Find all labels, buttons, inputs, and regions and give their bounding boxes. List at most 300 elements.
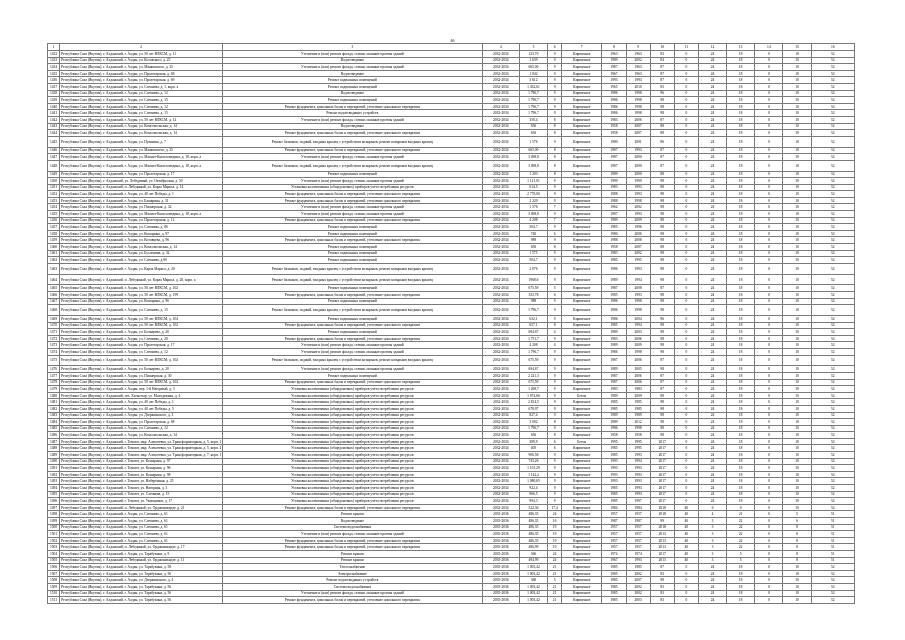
table-row [48, 322, 855, 329]
value-cell: 9 [548, 83, 562, 90]
value-cell: 52 [811, 123, 854, 130]
value-cell: 1 003,42 [519, 570, 547, 577]
row-number-cell: 1467 [48, 298, 60, 305]
value-cell: 1 003,42 [519, 590, 547, 597]
value-cell: 24 [698, 405, 726, 412]
value-cell: 2032-2034 [482, 322, 519, 329]
row-number-cell: 1457 [48, 224, 60, 231]
value-cell: 2018 [650, 504, 674, 511]
address-cell: Республика Саха (Якутия), г. Алданский, г. Алдан, ул. 50 лет ВЛКСМ, д. 11 [60, 51, 223, 58]
value-cell: 1998 [626, 305, 650, 316]
value-cell: 87 [650, 355, 674, 366]
work-type-cell: Установка коллективных (общедомовых) приборов учета потребления ресурсов [223, 432, 483, 439]
work-type-cell: Ремонт фундамента, цокольных балок и перекрытий, утепление цокольного перекрытия [223, 191, 483, 198]
value-cell: 87 [650, 285, 674, 292]
value-cell: 6 [548, 292, 562, 299]
value-cell: 22 [727, 537, 755, 544]
value-cell: 2032-2034 [482, 257, 519, 264]
address-cell: Республика Саха (Якутия), г. Алданский, г. Алдан, ул. Слепнева, д. 61 [60, 537, 223, 544]
value-cell: 18 [727, 237, 755, 244]
value-cell: Кирпичное [562, 504, 602, 511]
address-cell: Республика Саха (Якутия), г. Алданский, г. Алдан, ул. 40 лет Победы, д. 5 [60, 405, 223, 412]
address-cell: Республика Саха (Якутия), г. Алданский, г. Томмот, мкр. Алексеевка, ул. Трансформаторная, д. 5, корп. 1 [61, 439, 222, 444]
value-cell: 1967 [602, 70, 626, 77]
value-cell: 0 [755, 419, 783, 426]
value-cell: 18 [727, 577, 755, 584]
value-cell: 10 [783, 244, 811, 251]
value-cell: 52 [811, 458, 854, 465]
value-cell: 1986 [602, 263, 626, 274]
address-cell: Республика Саха (Якутия), г. Алданский, г. Алдан, ул. 50 лет ВЛКСМ, д. 199 [60, 292, 223, 299]
row-number-cell: 1468 [48, 305, 60, 316]
value-cell: 0 [755, 405, 783, 412]
value-cell: 88 [650, 184, 674, 191]
value-cell: 2032-2034 [482, 274, 519, 285]
value-cell: 52 [811, 130, 854, 137]
value-cell: 2035-2036 [482, 537, 519, 544]
value-cell: 98 [650, 217, 674, 224]
value-cell: Кирпичное [562, 537, 602, 544]
address-cell: Республика Саха (Якутия), г. Алданский, г. Алдан, ул. Пролетарская, д. 17 [60, 342, 223, 349]
value-cell: Кирпичное [562, 399, 602, 406]
value-cell: Кирпичное [562, 110, 602, 117]
value-cell: 87 [650, 64, 674, 71]
value-cell: 0 [674, 292, 698, 299]
value-cell: 0 [674, 298, 698, 305]
row-number-cell: 1461 [48, 250, 60, 257]
address-cell: Республика Саха (Якутия), г. Алданский, г. Алдан, ул. Дзержинского, д. 4 [60, 577, 223, 584]
value-cell: 0 [674, 425, 698, 432]
value-cell: 3 498,8 [519, 154, 547, 161]
value-cell: 98 [650, 103, 674, 110]
value-cell: 18 [727, 184, 755, 191]
work-type-cell: Утепление и (или) ремонт фасада, ставни, оконные проемы зданий [223, 64, 483, 71]
value-cell: 2012 [626, 419, 650, 426]
address-cell: Республика Саха (Якутия), г. Алданский, г. Алдан, ул. Комсомольская, д. 14 [60, 130, 223, 137]
value-cell: 0 [755, 478, 783, 485]
row-number-cell: 1460 [48, 244, 60, 251]
value-cell: 6 [548, 445, 562, 452]
value-cell: 2032-2034 [482, 154, 519, 161]
value-cell: 1986 [602, 305, 626, 316]
value-cell: 51 [811, 518, 854, 525]
value-cell: 2032-2034 [482, 405, 519, 412]
value-cell: 98 [650, 399, 674, 406]
table-row [48, 110, 855, 117]
table-row [48, 577, 855, 584]
value-cell: 2017 [650, 465, 674, 472]
value-cell: 0 [674, 471, 698, 478]
row-number-cell: 1464 [48, 274, 60, 285]
work-type-cell: Установка коллективных (общедомовых) приборов учета потребления ресурсов [223, 425, 483, 432]
value-cell: 2032-2034 [482, 432, 519, 439]
value-cell: 0 [755, 244, 783, 251]
value-cell: 98 [650, 412, 674, 419]
address-cell: Республика Саха (Якутия), г. Алданский, г. Алдан, ул. Тарабукина, д. 56 [60, 590, 223, 597]
value-cell: 24 [548, 511, 562, 518]
value-cell: 989 [519, 298, 547, 305]
address-cell: Республика Саха (Якутия), г. Алданский, г. Алдан, ул. Слепнева, д. 12 [60, 425, 223, 432]
value-cell: 10 [783, 405, 811, 412]
table-row [48, 550, 855, 557]
value-cell: 83 [650, 590, 674, 597]
value-cell: 24 [698, 51, 726, 58]
value-cell: 18 [727, 130, 755, 137]
value-cell: 1985 [602, 564, 626, 571]
value-cell: 0 [674, 329, 698, 336]
value-cell: 9 [548, 425, 562, 432]
table-row [48, 412, 855, 419]
work-type-cell: Ремонт фундамента, цокольных балок и перекрытий, утепление цокольного перекрытия [223, 335, 483, 342]
value-cell: 88 [650, 244, 674, 251]
value-cell: 24 [698, 478, 726, 485]
value-cell: 1957 [626, 531, 650, 538]
value-cell: 9 [548, 412, 562, 419]
value-cell: 1957 [602, 544, 626, 551]
value-cell: 1957 [602, 531, 626, 538]
value-cell: 24 [698, 583, 726, 590]
value-cell: 1987 [626, 518, 650, 525]
value-cell: 1995 [626, 438, 650, 445]
value-cell: 9 [548, 110, 562, 117]
value-cell: 2002 [626, 570, 650, 577]
value-cell: 9 [548, 366, 562, 373]
value-cell: 2013 [650, 544, 674, 551]
value-cell: Кирпичное [562, 570, 602, 577]
value-cell: 18 [727, 570, 755, 577]
value-cell: 2032-2034 [482, 504, 519, 511]
value-cell: 2017 [650, 491, 674, 498]
value-cell: Кирпичное [562, 77, 602, 84]
value-cell: 8 [783, 537, 811, 544]
value-cell: 2032-2034 [482, 77, 519, 84]
value-cell: 52 [811, 230, 854, 237]
value-cell: Кирпичное [562, 597, 602, 604]
value-cell: 1986 [602, 298, 626, 305]
work-type-cell: Ремонт фундамента, цокольных балок и перекрытий, утепление цокольного перекрытия [223, 103, 483, 110]
value-cell: 2032-2034 [482, 342, 519, 349]
value-cell: 1993 [626, 147, 650, 154]
value-cell: 18 [727, 392, 755, 399]
value-cell: 52 [811, 399, 854, 406]
value-cell: 9 [548, 237, 562, 244]
value-cell: 8 [548, 419, 562, 426]
address-cell: Республика Саха (Якутия), г. Алданский, г. Алдан, ул. Тарабукина, д. 56 [60, 597, 223, 604]
work-type-cell: Ремонт подвальных помещений [223, 83, 483, 90]
value-cell: 87 [650, 372, 674, 379]
row-number-cell: 1511 [48, 597, 60, 604]
value-cell: 1998 [626, 425, 650, 432]
row-number-cell: 1471 [48, 329, 60, 336]
value-cell: 1987 [602, 64, 626, 71]
value-cell: Кирпичное [562, 550, 602, 557]
value-cell: 632,1 [519, 315, 547, 322]
value-cell: 2035-2036 [482, 570, 519, 577]
value-cell: Кирпичное [562, 191, 602, 198]
value-cell: Кирпичное [562, 285, 602, 292]
value-cell: 2032-2034 [482, 83, 519, 90]
value-cell: 2035-2036 [482, 524, 519, 531]
value-cell: 8 [783, 531, 811, 538]
value-cell: 1963 [626, 70, 650, 77]
value-cell: 10 [783, 412, 811, 419]
value-cell: 9 [548, 178, 562, 185]
value-cell: Кирпичное [562, 315, 602, 322]
work-type-cell: Ремонт фундамента, цокольных балок и перекрытий, утепление цокольного перекрытия [223, 292, 483, 299]
value-cell: 1 796,7 [519, 110, 547, 117]
value-cell: 24 [698, 452, 726, 459]
value-cell: 665,00 [519, 64, 547, 71]
address-cell: Республика Саха (Якутия), г. Алданский, г. Алдан, ул. 50 лет ВЛКСМ, д. 102 [60, 379, 223, 386]
value-cell: 0 [755, 465, 783, 472]
value-cell: 18 [727, 342, 755, 349]
value-cell: 1974 [626, 550, 650, 557]
work-type-cell: Ремонт балконов, лоджий, входных крылец с устройством козырьков, ремонт козырьков входных крылец [223, 305, 483, 316]
value-cell: 1995 [626, 257, 650, 264]
value-cell: 0 [674, 577, 698, 584]
row-number-cell: 1470 [48, 322, 60, 329]
value-cell: 8 [548, 116, 562, 123]
value-cell: 10 [783, 292, 811, 299]
value-cell: Кирпичное [562, 322, 602, 329]
value-cell: Кирпичное [562, 298, 602, 305]
value-cell: 52 [811, 171, 854, 178]
value-cell: 52 [811, 504, 854, 511]
value-cell: 2013 [650, 531, 674, 538]
address-cell: Республика Саха (Якутия), г. Алданский, г. Алдан, ул. Бочкарева, д. 20 [60, 366, 223, 373]
value-cell: 18 [727, 204, 755, 211]
value-cell: 0 [755, 498, 783, 505]
value-cell: 18 [727, 322, 755, 329]
row-number-cell: 1441 [48, 110, 60, 117]
value-cell: 10 [783, 355, 811, 366]
value-cell: 10 [783, 263, 811, 274]
value-cell: 18 [727, 224, 755, 231]
value-cell: 10 [783, 329, 811, 336]
work-type-cell: Утепление и (или) ремонт фасада, ставни, оконные проемы зданий [223, 211, 483, 218]
work-type-cell: Установка коллективных (общедомовых) приборов учета потребления ресурсов [223, 438, 483, 445]
value-cell: 52 [811, 197, 854, 204]
value-cell: 18 [727, 590, 755, 597]
row-number-cell: 1479 [48, 386, 60, 393]
work-type-cell: Утепление и (или) ремонт фасада, ставни, оконные проемы зданий [223, 204, 483, 211]
value-cell: 6 [548, 438, 562, 445]
value-cell: 2 778,00 [519, 191, 547, 198]
work-type-cell: Ремонт балконов, лоджий, входных крылец с устройством козырьков, ремонт козырьков входных крылец [223, 263, 483, 274]
value-cell: 19 [548, 537, 562, 544]
value-cell: 2032-2034 [482, 171, 519, 178]
value-cell: 40 [674, 504, 698, 511]
value-cell: 486,99 [519, 544, 547, 551]
value-cell: 87 [650, 160, 674, 171]
value-cell: 2007 [626, 577, 650, 584]
value-cell: 52 [811, 298, 854, 305]
value-cell: 10 [783, 342, 811, 349]
value-cell: 1983 [626, 386, 650, 393]
table-row [48, 70, 855, 77]
value-cell: 9 [548, 90, 562, 97]
value-cell: 21 [727, 511, 755, 518]
value-cell: 9 [548, 485, 562, 492]
value-cell: 40 [674, 544, 698, 551]
value-cell: 1 842 [519, 70, 547, 77]
value-cell: Кирпичное [562, 425, 602, 432]
value-cell: Кирпичное [562, 342, 602, 349]
value-cell: 24 [548, 550, 562, 557]
column-number: 8 [602, 44, 626, 51]
value-cell: 52 [811, 322, 854, 329]
row-number-cell: 1449 [48, 171, 60, 178]
value-cell: 7 [548, 204, 562, 211]
value-cell: 614,5 [519, 184, 547, 191]
value-cell: 0 [755, 355, 783, 366]
value-cell: 18 [727, 366, 755, 373]
value-cell: 2006 [626, 230, 650, 237]
value-cell: 2032-2034 [482, 178, 519, 185]
value-cell: 2000 [626, 154, 650, 161]
value-cell: Кирпичное [562, 445, 602, 452]
value-cell: 1989 [602, 217, 626, 224]
value-cell: Кирпичное [562, 419, 602, 426]
value-cell: 675,59 [519, 285, 547, 292]
value-cell: 0 [755, 550, 783, 557]
value-cell: 0 [755, 191, 783, 198]
row-number-cell: 1477 [48, 372, 60, 379]
value-cell: Кирпичное [562, 511, 602, 518]
value-cell: 40 [674, 557, 698, 564]
row-number-cell: 1469 [48, 315, 60, 322]
row-number-cell: 1482 [48, 405, 60, 412]
table-row [48, 191, 855, 198]
value-cell: 504,7 [519, 257, 547, 264]
value-cell: 405 [519, 445, 547, 452]
value-cell: 1986 [602, 425, 626, 432]
value-cell: 8 [548, 322, 562, 329]
value-cell: 24 [698, 498, 726, 505]
value-cell: 24 [698, 197, 726, 204]
value-cell: 22 [727, 531, 755, 538]
value-cell: 83 [650, 83, 674, 90]
value-cell: 52 [811, 64, 854, 71]
value-cell: 10 [783, 348, 811, 355]
value-cell: 2032-2034 [482, 412, 519, 419]
row-number-cell: 1472 [48, 335, 60, 342]
value-cell: 1 796,7 [519, 90, 547, 97]
value-cell: Кирпичное [562, 147, 602, 154]
value-cell: 1986 [602, 97, 626, 104]
value-cell: 10 [783, 83, 811, 90]
value-cell: 2004 [626, 315, 650, 322]
value-cell: 2032-2034 [482, 335, 519, 342]
value-cell: 0 [755, 438, 783, 445]
value-cell: 10 [783, 564, 811, 571]
value-cell: 24 [698, 570, 726, 577]
address-cell: Республика Саха (Якутия), г. Алданский, г. Алдан, ул. Пролетарская, д. 17 [60, 171, 223, 178]
value-cell: 18 [727, 136, 755, 147]
value-cell: 98 [650, 257, 674, 264]
value-cell: 9 [548, 57, 562, 64]
row-number-cell: 1462 [48, 257, 60, 264]
value-cell: 24 [698, 217, 726, 224]
table-row [48, 386, 855, 393]
table-row [48, 292, 855, 299]
address-cell: Республика Саха (Якутия), г. Алданский, г. Алдан, ул. Тарабукина, д. 58 [60, 564, 223, 571]
value-cell: 10 [783, 471, 811, 478]
row-number-cell: 1491 [48, 465, 60, 472]
value-cell: 2006 [626, 379, 650, 386]
work-type-cell: Водоотведение [223, 123, 483, 130]
value-cell: 24 [698, 471, 726, 478]
value-cell: 24 [698, 263, 726, 274]
table-row [48, 590, 855, 597]
value-cell: 24 [698, 171, 726, 178]
value-cell: 0 [755, 372, 783, 379]
value-cell: 18 [727, 147, 755, 154]
value-cell: 0 [755, 315, 783, 322]
value-cell: 98 [650, 224, 674, 231]
address-cell: Республика Саха (Якутия), г. Алданский, г. Алдан, ул. Слепнева, д. 1, корп. а [60, 83, 223, 90]
value-cell: 1 003,42 [519, 583, 547, 590]
value-cell: 18 [727, 116, 755, 123]
value-cell: 350,4 [519, 116, 547, 123]
value-cell: 98 [650, 348, 674, 355]
value-cell: 24 [698, 342, 726, 349]
table-row [48, 557, 855, 564]
value-cell: 24 [698, 348, 726, 355]
address-cell: Республика Саха (Якутия), г. Алданский, г. Алдан, ул. Слепнева, д. 15 [60, 110, 223, 117]
work-type-cell: Установка коллективных (общедомовых) приборов учета потребления ресурсов [223, 184, 483, 191]
value-cell: 1993 [626, 191, 650, 198]
value-cell: 2006 [626, 355, 650, 366]
table-row [48, 171, 855, 178]
value-cell: 18 [727, 197, 755, 204]
value-cell: 0 [755, 285, 783, 292]
address-cell: Республика Саха (Якутия), г. Алданский, п. Лебединый, ул. Орджоникидзе, д. 17 [60, 544, 223, 551]
value-cell: 18 [727, 285, 755, 292]
value-cell: 18 [727, 329, 755, 336]
address-cell: Республика Саха (Якутия), г. Алданский, г. Томмот, ул. Слепнева, д. 15 [60, 491, 223, 498]
value-cell: 1987 [602, 285, 626, 292]
value-cell: 1995 [602, 438, 626, 445]
value-cell: 2008 [626, 285, 650, 292]
value-cell: 0 [755, 577, 783, 584]
value-cell: 694,67 [519, 366, 547, 373]
row-number-cell: 1506 [48, 564, 60, 571]
value-cell: 1 751,7 [519, 335, 547, 342]
value-cell: 51 [811, 531, 854, 538]
work-type-cell: Утепление и (или) ремонт фасада, ставни, оконные проемы зданий [223, 590, 483, 597]
value-cell: 18 [727, 90, 755, 97]
row-number-cell: 1474 [48, 348, 60, 355]
value-cell: 1 080,65 [519, 478, 547, 485]
row-number-cell: 1465 [48, 285, 60, 292]
value-cell: 1 576 [519, 136, 547, 147]
value-cell: 9 [548, 51, 562, 58]
value-cell: 0 [755, 292, 783, 299]
value-cell: 1985 [626, 564, 650, 571]
value-cell: 0 [755, 485, 783, 492]
work-type-cell: Ремонт фундамента, цокольных балок и перекрытий, утепление цокольного перекрытия [223, 147, 483, 154]
value-cell: 0 [674, 178, 698, 185]
value-cell: 98 [650, 197, 674, 204]
value-cell: 2032-2034 [482, 263, 519, 274]
row-number-cell: 1510 [48, 590, 60, 597]
address-cell: Республика Саха (Якутия), г. Алданский, г. Алдан, ул. Магнит-Кнопломедина, д. 18, корп. а [60, 154, 223, 161]
value-cell: 6 [548, 230, 562, 237]
value-cell: Кирпичное [562, 274, 602, 285]
row-number-cell: 1495 [48, 491, 60, 498]
work-type-cell: Установка коллективных (общедомовых) приборов учета потребления ресурсов [223, 485, 483, 492]
